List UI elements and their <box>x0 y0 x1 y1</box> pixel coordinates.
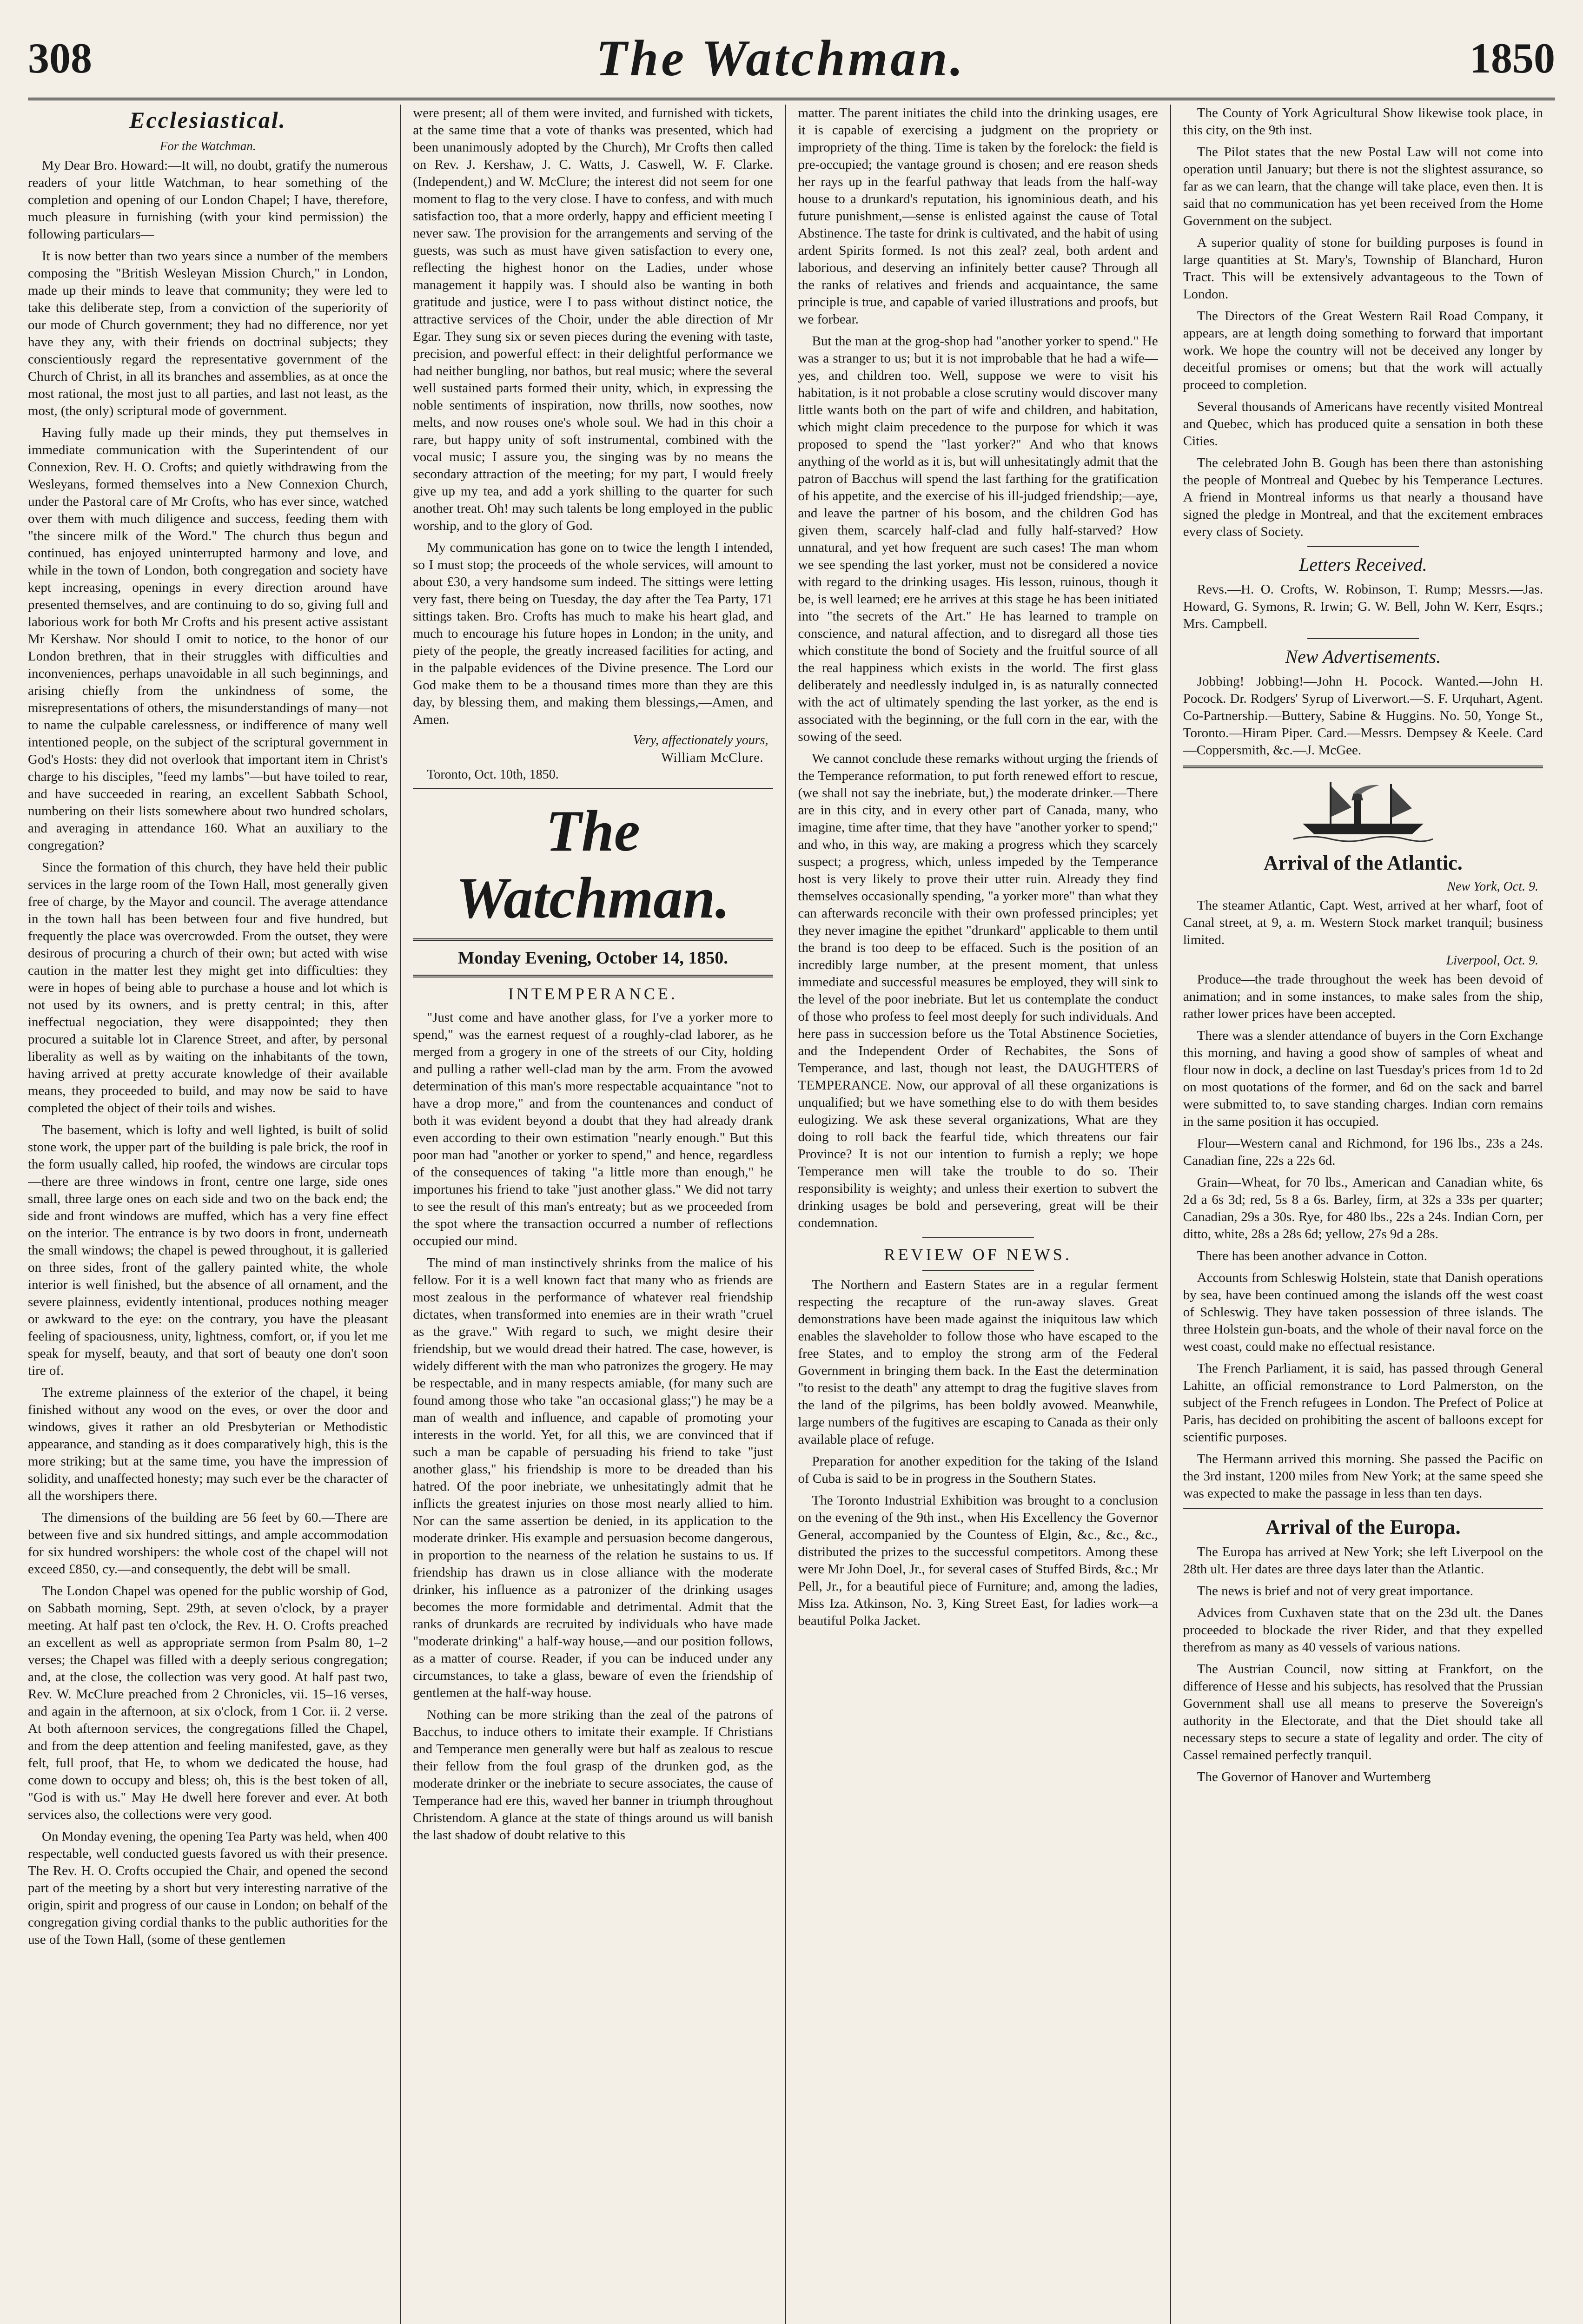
paragraph: My communication has gone on to twice the length I intended, so I must stop; the proceeds of the whole services, will amount to about £30, a very handsome sum indeed. The sittings were letting very fast, there being on Tuesday, the day after the Tea Party, 171 sittings taken. Bro. Crofts has much to make his heart glad, and much to encourage his future hopes in London; in the unity, and piety of the people, the greatly increased facilities for acting, and in the palpable evidences of the Divine presence. The Lord our God make them to be a thousand times more than they are this day, by blessing them, and making them blessings,—Amen, and Amen. <box>413 540 773 727</box>
dateline: Liverpool, Oct. 9. <box>1446 953 1538 968</box>
letters-text: Revs.—H. O. Crofts, W. Robinson, T. Rump; Messrs.—Jas. Howard, G. Symons, R. Irwin; G. W. Bell, John W. Kerr, Esqrs.; Mrs. Campbell. <box>1183 582 1543 631</box>
paragraph: The Governor of Hanover and Wurtemberg <box>1197 1769 1431 1784</box>
paragraph: Since the formation of this church, they have held their public services in the large room of the Town Hall, most generally given free of charge, by the Mayor and council. The average attendance in the town hall has been between four and five hundred, but frequently the place was overcrowded. From the outset, they were desirous of procuring a church of their own; but acted with wise caution in the matter lest they might get into difficulties: they were in hopes of being able to purchase a house and lot which is not used by its owners, and is pretty central; in this, after ineffectual negociation, they were disappointed; they then procured a suitable lot in Clarence Street, and after, by personal liberality as well as by waiting on the inhabitants of the town, having arrived at pretty accurate knowledge of their available means, they proceeded to build, and may now be said to have completed the object of their toils and wishes. <box>28 860 388 1116</box>
paragraph: The Europa has arrived at New York; she left Liverpool on the 28th ult. Her dates are three days later than the Atlantic. <box>1183 1545 1543 1577</box>
running-title: The Watchman. <box>596 29 966 86</box>
paragraph: The French Parliament, it is said, has passed through General Lahitte, an official remonstrance to Lord Palmerston, on the subject of the French refugees in London. The Prefect of Police at Paris, has decided on prohibiting the ascent of balloons except for scientific purposes. <box>1183 1361 1543 1445</box>
paragraph: Grain—Wheat, for 70 lbs., American and Canadian white, 6s 2d a 6s 3d; red, 5s 8 a 6s. Barley, firm, at 32s a 33s per quarter; Canadian, 29s a 30s. Rye, for 480 lbs., 22s a 24s. Indian Corn, per ditto, white, 28s a 28s 6d; yellow, 27s 9d a 28s. <box>1183 1175 1543 1241</box>
divider <box>922 1270 1034 1271</box>
column-2 <box>401 105 786 2324</box>
ecclesiastical-heading: Ecclesiastical. <box>129 107 287 133</box>
paragraph: A superior quality of stone for building purposes is found in large quantities at St. Mary's, Township of Blanchard, Huron Tract. This will be extensively advantageous to the Town of London. <box>1183 235 1543 302</box>
issue-date: Monday Evening, October 14, 1850. <box>457 948 728 968</box>
paragraph: The London Chapel was opened for the public worship of God, on Sabbath morning, Sept. 29th, at seven o'clock, by a prayer meeting. At half past ten o'clock, the Rev. H. O. Crofts preached an excellent as well as appropriate sermon from Psalm 80, 1–2 verses; the Chapel was filled with a deeply serious congregation; and, at the close, the collection was very good. At half past two, Rev. W. McClure preached from 2 Chronicles, vii. 15–16 verses, and again in the afternoon, at six o'clock, from 1 Cor. ii. 2 verse. At both afternoon services, the congregations filled the Chapel, and from the deep attention and feeling manifested, gave, as they felt, full proof, that He, to whom we dedicated the house, had come down to occupy and bless; oh, this is the best token of all, "God is with us." May He dwell here forever and ever. At both services also, the collections were very good. <box>28 1584 388 1822</box>
paragraph: There has been another advance in Cotton. <box>1197 1248 1427 1263</box>
paragraph: On Monday evening, the opening Tea Party was held, when 400 respectable, well conducted guests favored us with their presence. The Rev. H. O. Crofts occupied the Chair, and opened the second part of the meeting by a short but very interesting narrative of the origin, spirit and progress of our cause in London; on behalf of the congregation giving cordial thanks to the public authorities for the use of the Town Hall, (some of these gentlemen <box>28 1829 388 1947</box>
divider <box>413 938 773 941</box>
for-watchman-label: For the Watchman. <box>159 139 256 153</box>
divider <box>1307 546 1419 547</box>
columns <box>28 105 1555 2324</box>
atlantic-heading: Arrival of the Atlantic. <box>1264 852 1463 874</box>
divider <box>1183 1508 1543 1509</box>
divider <box>922 1237 1034 1238</box>
paragraph: "Just come and have another glass, for I've a yorker more to spend," was the earnest request of a roughly-clad laborer, as he merged from a grogery in one of the streets of our City, holding and pulling a rather well-clad man by the arm. From the avowed determination of this man's more respectable acquaintance "not to have a drop more," and from the countenances and conduct of both it was evident beyond a doubt that they had already drank even according to their own estimation "nearly enough." But this poor man had "another or yorker to spend," and hence, regardless of the consequences of taking "a little more than enough," he importunes his friend to take "just another glass." We did not tarry to see the result of this man's entreaty; but as we proceeded from the spot where the transaction occurred a number of reflections occupied our mind. <box>413 1010 773 1248</box>
paragraph: The mind of man instinctively shrinks from the malice of his fellow. For it is a well known fact that many who as friends are most zealous in the performance of whatever real friendship dictates, when transformed into enemies are in their wrath "cruel as the grave." With regard to such, we might desire their friendship, but we would dread their hatred. The case, however, is widely different with the man who patronizes the grogery. He may be respectable, and in many respects amiable, (for many such are found among those who take "an occasional glass;") he may be a man of wealth and influence, and capable of promoting your interests in the world. Yet, for all this, we are convinced that if such a man be capable of persuading his friend to take "just another glass," his friendship is more to be dreaded than his hatred. Of the poor inebriate, we unhesitatingly admit that he inflicts the greatest injuries on those most nearly allied to him. Nor can the same assertion be denied, in its application to the moderate drinker. His example and persuasion become dangerous, in proportion to the nearness of the relation he sustains to us. If friendship has drawn us in close alliance with the moderate drinker, his influence as a patronizer of the drinking usages becomes the more formidable and detrimental. Admit that the ranks of drunkards are recruited by individuals who have made "moderate drinking" a half-way house,—and our position follows, as a matter of course. Reader, if you can be induced under any circumstances, to take a glass, beware of even the friendship of gentlemen at the half-way house. <box>413 1255 773 1700</box>
page-year: 1850 <box>1470 34 1555 82</box>
column-4 <box>1171 105 1555 2324</box>
paragraph: The Pilot states that the new Postal Law will not come into operation until January; but there is not the slightest assurance, so far as we can learn, that the change will take place, even then. It is said that no communication has yet been received from the Home Government on the subject. <box>1183 145 1543 228</box>
paragraph: There was a slender attendance of buyers in the Corn Exchange this morning, and having a good show of samples of wheat and flour now in dock, a decline on last Tuesday's prices from 1d to 2d on most quotations of the former, and 6d on the sack and barrel were submitted to, to save standing charges. Indian corn remains in the same position it has occupied. <box>1183 1028 1543 1129</box>
paragraph: Preparation for another expedition for the taking of the Island of Cuba is said to be in progress in the Southern States. <box>798 1454 1158 1486</box>
signature: William McClure. <box>661 751 764 765</box>
paragraph: We cannot conclude these remarks without urging the friends of the Temperance reformation, to put forth renewed effort to rescue, (we shall not say the inebriate, but,) the moderate drinker.—There are in this city, and in every other part of Canada, many, who imagine, time after time, that they have "another yorker to spend;" and who, in this way, are making a progress which they scarcely suspect; a progress, which, unless impeded by the Temperance host is very likely to prove their utter ruin. Already they find themselves occasionally spending, "a yorker more" than what they can afterwards reconcile with their own professed principles; yet they never imagine the epithet "drunkard" applicable to them until the brand is too deep to be effaced. Such is the position of an incredibly large number, at the present moment, that unless immediate and successful measures be employed, they will sink to the level of the poor inebriate. But let us contemplate the conduct of those who profess to feel most deeply for such individuals. And here pass in succession before us the Total Abstinence Societies, and the Independent Order of Rechabites, the Sons of Temperance, and last, though not least, the DAUGHTERS of TEMPERANCE. Now, our approval of all these organizations is unqualified; but we have something else to do with them besides eulogizing. We ask these several organizations, What are they doing to roll back the fearful tide, which threatens our fair Province? It is not our intention to furnish a reply; we hope Temperance men will take the trouble to do so. Their responsibility is weighty; and unless their exertion to subvert the drinking usages be bold and persevering, great will be their condemnation. <box>798 751 1158 1230</box>
paragraph: The extreme plainness of the exterior of the chapel, it being finished without any wood on the eves, or over the door and windows, gives it rather an old Presbyterian or Methodistic appearance, and standing as it does comparatively high, this is the more striking; but at the same time, you have the impression of solidity, and unaffected honesty; may such ever be the character of all the worshipers there. <box>28 1385 388 1503</box>
advertisements-text: Jobbing! Jobbing!—John H. Pocock. Wanted.—John H. Pocock. Dr. Rodgers' Syrup of Liverwort.—S. F. Urquhart, Agent. Co-Partnership.—Buttery, Sabine & Huggins. No. 50, Yonge St., Toronto.—Hiram Piper. Card.—Messrs. Dempsey & Keele. Card—Coppersmith, &c.—J. McGee. <box>1183 674 1543 758</box>
paragraph: The dimensions of the building are 56 feet by 60.—There are between five and six hundred sittings, and ample accommodation for six hundred worshipers: the whole cost of the chapel will not exceed £850, cy.—and consequently, the debt will be small. <box>28 1510 388 1577</box>
paragraph: The Directors of the Great Western Rail Road Company, it appears, are at length doing something to forward that important work. We hope the country will not be deceived any longer by deceitful promises or omens; but that the work will actually proceed to completion. <box>1183 309 1543 392</box>
paragraph: Advices from Cuxhaven state that on the 23d ult. the Danes proceeded to blockade the river Rider, and that they expelled therefrom as many as 40 vessels of various nations. <box>1183 1605 1543 1655</box>
paragraph: The celebrated John B. Gough has been there than astonishing the people of Montreal and Quebec by his Temperance Lectures. A friend in Montreal informs us that nearly a thousand have signed the pledge in Montreal, and that the excitement embraces every class of Society. <box>1183 456 1543 539</box>
paragraph: were present; all of them were invited, and furnished with tickets, at the same time that a vote of thanks was presented, which had been unanimously adopted by the Church), Mr Crofts then called on Rev. J. Kershaw, J. C. Watts, J. Caswell, W. F. Clarke. (Independent,) and W. McClure; the interest did not seem for one moment to flag to the very close. I have to confess, and with much satisfaction too, that a more orderly, happy and efficient meeting I never saw. The provision for the arrangements and serving of the guests, was such as must have given satisfaction to every one, reflecting the highest honor on the Ladies, under whose management it happily was. I should also be wanting in both gratitude and justice, were I to pass without distinct notice, the attractive services of the Choir, under the able direction of Mr Egar. They sung six or seven pieces during the evening with taste, precision, and powerful effect: in their delightful performance we had neither bungling, nor bathos, but real music; where the several well sustained parts formed their unity, which, in expressing the noble sentiments of inspiration, now thrills, now soothes, now melts, and now rouses one's whole soul. We had in this choir a rare, but happy unity of soft instrumental, combined with the vocal music; I assure you, the singing was by no means the secondary attraction of the meeting; for my part, I would freely give up my tea, and add a york shilling to the quarter for such another treat. Oh! may such talents be long employed in the public worship, and to the glory of God. <box>413 106 773 533</box>
dateline: New York, Oct. 9. <box>1447 879 1538 894</box>
column-1 <box>28 105 401 2324</box>
divider <box>1307 638 1419 639</box>
paragraph: The Austrian Council, now sitting at Frankfort, on the difference of Hesse and his subjects, has resolved that the Prussian Government shall use all means to preserve the Sovereign's authority in the Electorate, and that the Diet should take all necessary steps to secure a state of legality and order. The city of Cassel remained perfectly tranquil. <box>1183 1662 1543 1763</box>
new-advertisements-heading: New Advertisements. <box>1285 646 1441 667</box>
column-3 <box>786 105 1171 2324</box>
paragraph: Several thousands of Americans have recently visited Montreal and Quebec, which has produced quite a sensation in both these Cities. <box>1183 399 1543 449</box>
paragraph: The basement, which is lofty and well lighted, is built of solid stone work, the upper part of the building is pale brick, the roof in the form usually called, hip roofed, the windows are circular tops—there are three windows in front, centre one large, side ones small, three large ones on each side and two on the back end; the side and front windows are muffed, which has a very fine effect on the interior. The entrance is by two doors in front, underneath the small windows; the chapel is pewed throughout, it is galleried on three sides, front of the gallery painted white, the whole interior is well finished, but the absence of all ornament, and the severe plainness, evidently intentional, produces nothing meager or awkward to the eye: on the contrary, you have the pleasant feeling of spaciousness, unity, lightness, comfort, or, if you let me speak for myself, beauty, and that sort of beauty one don't soon tire of. <box>28 1122 388 1378</box>
page-header <box>28 19 1555 100</box>
paragraph: Produce—the trade throughout the week has been devoid of animation; and in some instances, to make sales from the ship, rather lower prices have been accepted. <box>1183 972 1543 1021</box>
paragraph: Nothing can be more striking than the zeal of the patrons of Bacchus, to induce others to imitate their example. If Christians and Temperance men generally were but half as zealous to rescue their fellow from the foul grasp of the drunken god, as the moderate drinker or the inebriate to secure associates, the cause of Temperance had ere this, waved her banner in triumph throughout Christendom. A glance at the state of things around us will banish the last shadow of doubt relative to this <box>413 1707 773 1842</box>
europa-heading: Arrival of the Europa. <box>1265 1516 1461 1538</box>
steamship-icon <box>1293 775 1433 845</box>
paragraph: matter. The parent initiates the child into the drinking usages, ere it is capable of exercising a judgment on the propriety or impropriety of the thing. Time is taken by the forelock: the field is pre-occupied; the vantage ground is chosen; and ere reason sheds her rays up in the fearful pathway that leads from the half-way house to a drunkard's reputation, his ignominious death, and his future punishment,—sense is enlisted against the cause of Total Abstinence. The taste for drink is cultivated, and the habit of using ardent Spirits formed. Is not this zeal? zeal, both ardent and laborious, and deserving an infinitely better cause? Through all the ranks of relatives and friends and acquaintance, the same principle is true, and capable of varied illustrations and proofs, but we forbear. <box>798 106 1158 327</box>
divider <box>1183 766 1543 768</box>
divider <box>413 788 773 789</box>
watchman-masthead: The Watchman. <box>456 799 730 931</box>
paragraph: The County of York Agricultural Show likewise took place, in this city, on the 9th inst. <box>1183 106 1543 138</box>
letter-dateline: Toronto, Oct. 10th, 1850. <box>427 767 559 782</box>
intemperance-heading: INTEMPERANCE. <box>508 984 678 1003</box>
closing: Very, affectionately yours, <box>633 733 768 747</box>
paragraph: But the man at the grog-shop had "another yorker to spend." He was a stranger to us; but it is not improbable that he had a wife—yes, and children too. Well, suppose we were to visit his habitation, is it not probable a close scrutiny would discover many little wants both on the part of wife and children, and habitation, which might claim precedence to the purpose for which it was proposed to spend the "last yorker?" And who that knows anything of the world as it is, but will unhesitatingly admit that the patron of Bacchus will spend the last farthing for the gratification of his appetite, and the exercise of his ill-judged friendship;—aye, and leave the partner of his bosom, and the children God has given them, scarcely half-clad and fully half-starved? How unnatural, and yet how frequent are such cases! The man whom we see spending the last yorker, must not be considered a novice with regard to the drinking usages. His lesson, ruinous, though it be, is well learned; ere he arrives at this stage he has been initiated into "the secrets of the Art." He has learned to trample on conscience, and natural affection, and to disregard all those ties which constitute the bond of Society and the fruitful source of all the real happiness which exists in the world. The first glass deliberately and needlessly indulged in, is as naturally connected with the act of ultimately spending the last yorker, as the end is associated with the beginning, or the full corn in the ear, with the sowing of the seed. <box>798 334 1158 744</box>
letters-received-heading: Letters Received. <box>1299 554 1427 575</box>
paragraph: The Hermann arrived this morning. She passed the Pacific on the 3rd instant, 1200 miles from New York; at the same speed she was expected to make the passage in less than ten days. <box>1183 1452 1543 1501</box>
paragraph: The steamer Atlantic, Capt. West, arrived at her wharf, foot of Canal street, at 9, a. m. Western Stock market tranquil; business limited. <box>1183 898 1543 947</box>
paragraph: Having fully made up their minds, they put themselves in immediate communication with the Superintendent of our Connexion, Rev. H. O. Crofts; and quietly withdrawing from the Wesleyans, formed themselves into a New Connexion Church, under the Pastoral care of Mr Crofts, who has ever since, watched over them with much diligence and success, feeding them with "the sincere milk of the Word." The church thus begun and continued, has enjoyed uninterrupted harmony and love, and while in the town of London, both congregation and society have kept increasing, openings in every direction around have presented themselves, and are continuing to do so, giving full and laborious work for both Mr Crofts and his present active assistant Mr Kershaw. Nor should I omit to notice, to the honor of our London brethren, that in their struggles with difficulties and inconveniences, perhaps unavoidable in all such beginnings, and arising chiefly from the unkindness of some, the misrepresentations of others, the misunderstandings of many—not to name the culpable carelessness, or indifference of many well intentioned people, on the subject of the scriptural government in God's Hosts: they did not overlook that important item in Christ's charge to his disciples, "feed my lambs"—but have toiled to rear, and have succeeded in rearing, an excellent Sabbath School, numbering on their lists somewhere about two hundred scholars, and averaging in attendance 160. What an auxiliary to the congregation? <box>28 425 388 853</box>
review-of-news-heading: REVIEW OF NEWS. <box>884 1245 1072 1264</box>
paragraph: Accounts from Schleswig Holstein, state that Danish operations by sea, have been continued among the islands off the west coast of Schleswig. They have taken possession of three islands. The three Holstein gun-boats, and the whole of their naval force on the west coast, could make no effectual resistance. <box>1183 1270 1543 1354</box>
divider <box>413 975 773 977</box>
paragraph: Flour—Western canal and Richmond, for 196 lbs., 23s a 24s. Canadian fine, 22s a 22s 6d. <box>1183 1136 1543 1168</box>
paragraph: The Toronto Industrial Exhibition was brought to a conclusion on the evening of the 9th inst., when His Excellency the Governor General, accompanied by the Countess of Elgin, &c., &c., &c., distributed the prizes to the successful competitors. Among these were Mr John Doel, Jr., for several cases of Stuffed Birds, &c.; Mr Pell, Jr., for a beautiful piece of Furniture; and, among the ladies, Miss Iza. Atkinson, No. 3, King Street East, for ladies work—a beautiful Polka Jacket. <box>798 1493 1158 1628</box>
paragraph: The news is brief and not of very great importance. <box>1197 1584 1474 1598</box>
paragraph: My Dear Bro. Howard:—It will, no doubt, gratify the numerous readers of your little Watchman, to hear something of the completion and opening of our London Chapel; I have, therefore, much pleasure in furnishing (with your kind permission) the following particulars— <box>28 158 388 242</box>
paragraph: The Northern and Eastern States are in a regular ferment respecting the recapture of the run-away slaves. Great demonstrations have been made against the iniquitous law which enables the slaveholder to follow those who have escaped to the free States, and to employ the strong arm of the Federal Government in bringing them back. In the East the determination "to resist to the death" any attempt to drag the fugitive slaves from the land of the pilgrims, has been boldly avowed. Meanwhile, large numbers of the fugitives are escaping to Canada as their only available place of refuge. <box>798 1277 1158 1447</box>
page-number: 308 <box>28 34 92 82</box>
paragraph: It is now better than two years since a number of the members composing the "British Wesleyan Mission Church," in London, made up their minds to leave that community; they were led to take this deliberate step, from a conviction of the superiority of our mode of Church government; they had no difference, nor yet have they any, with their friends on doctrinal subjects; they conscientiously regard the representative government of the Church of Christ, in all its branches and assemblies, as at once the most rational, the most just to all parties, and last not least, as the most, (the only) scriptural mode of government. <box>28 249 388 418</box>
